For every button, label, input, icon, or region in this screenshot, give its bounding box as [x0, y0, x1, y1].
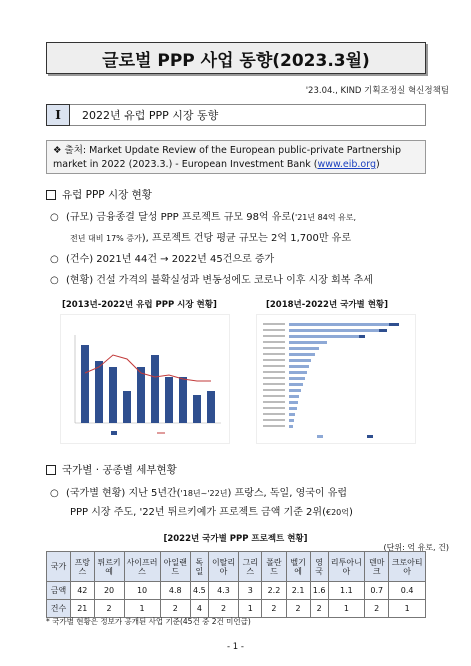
chart-europe-market: [60, 314, 230, 444]
table-cell: 20: [94, 582, 124, 600]
bullet-status-text: (현황) 건설 가격의 불확실성과 변동성에도 코로나 이후 시장 회복 추세: [66, 275, 373, 286]
table-cell: 1: [389, 600, 426, 618]
bullet-country-text2: ) 프랑스, 독일, 영국이 유럽: [227, 488, 348, 499]
table-cell: 2: [286, 600, 310, 618]
circle-bullet-icon: ○: [50, 275, 59, 286]
bullet-country-cont: [70, 503, 450, 522]
bullet-country-text4: ): [348, 507, 353, 518]
source-close: ): [376, 159, 380, 170]
source-line-1: ❖ 출처: Market Update Review of the European public-private Partnership: [53, 145, 401, 156]
country-heading-text: 국가별 · 공종별 세부현황: [62, 464, 177, 476]
chart-by-country: [256, 314, 416, 444]
table-cell: 1: [239, 600, 262, 618]
author-line: '23.04., KIND 기획조정실 혁신정책팀: [305, 86, 449, 96]
bullet-country-note2: €20억: [325, 508, 349, 517]
bullet-scale-note2: 전년 대비 17% 증가: [70, 234, 142, 243]
bullet-status: [50, 271, 450, 290]
bullet-scale-text: (규모) 금융종결 달성 PPP 프로젝트 규모 98억 유로(: [66, 212, 295, 223]
section-title: 2022년 유럽 PPP 시장 동향: [70, 104, 426, 126]
table-cell: 2: [365, 600, 389, 618]
table-caption: [2022년 국가별 PPP 프로젝트 현황]: [163, 534, 308, 544]
bullet-country: [50, 484, 430, 503]
bullet-country-note: '18년~'22년: [180, 489, 228, 498]
chart-left-caption: [2013년-2022년 유럽 PPP 시장 현황]: [62, 300, 217, 310]
table-cell: 21: [71, 600, 95, 618]
table-cell: 4.3: [208, 582, 238, 600]
table-header-cell: 프랑스: [71, 552, 95, 582]
table-unit: (단위: 억 유로, 건): [383, 543, 449, 552]
table-cell: 10: [124, 582, 160, 600]
table-cell: 2: [94, 600, 124, 618]
table-row: [47, 600, 426, 618]
chart-right-caption: [2018년-2022년 국가별 현황]: [266, 300, 389, 310]
market-heading-text: 유럽 PPP 시장 현황: [62, 189, 152, 201]
table-header-cell: 그리스: [239, 552, 262, 582]
table-header-cell: 튀르키예: [94, 552, 124, 582]
chart-europe-market-figure: [61, 315, 231, 445]
chart-by-country-figure: [257, 315, 417, 445]
table-cell: 건수: [47, 600, 71, 618]
table-cell: 3: [239, 582, 262, 600]
table-cell: 0.4: [389, 582, 426, 600]
market-heading: [46, 187, 152, 202]
table-header-cell: 리투아니아: [328, 552, 365, 582]
page-number: - 1 -: [227, 642, 244, 652]
table-cell: 2: [208, 600, 238, 618]
table-cell: 2: [310, 600, 328, 618]
table-cell: 2: [262, 600, 286, 618]
table-header-cell: 국가: [47, 552, 71, 582]
square-bullet-icon: [46, 465, 56, 475]
table-cell: 4.5: [190, 582, 208, 600]
table-header-cell: 이탈리아: [208, 552, 238, 582]
bullet-country-text: (국가별 현황) 지난 5년간(: [66, 488, 181, 499]
table-header-row: [47, 552, 426, 582]
table-cell: 4.8: [160, 582, 190, 600]
bullet-count-text: (건수) 2021년 44건 → 2022년 45건으로 증가: [66, 254, 275, 265]
bullet-count: [50, 250, 430, 269]
bullet-scale-note: '21년 84억 유로,: [295, 213, 357, 222]
table-cell: 1.6: [310, 582, 328, 600]
table-cell: 0.7: [365, 582, 389, 600]
table-header-cell: 벨기에: [286, 552, 310, 582]
table-header-cell: 덴마크: [365, 552, 389, 582]
table-header-cell: 폴란드: [262, 552, 286, 582]
table-cell: 2: [160, 600, 190, 618]
country-heading: [46, 462, 177, 477]
table-cell: 4: [190, 600, 208, 618]
country-table: [46, 551, 426, 618]
table-cell: 2.2: [262, 582, 286, 600]
circle-bullet-icon: ○: [50, 254, 59, 265]
bullet-scale-text2: ), 프로젝트 건당 평균 규모는 2억 1,700만 유로: [141, 233, 352, 244]
table-header-cell: 크로아티아: [389, 552, 426, 582]
bullet-scale-cont: [70, 229, 450, 248]
page-title: 글로벌 PPP 사업 동향(2023.3월): [46, 42, 426, 74]
bullet-country-text3: PPP 시장 주도, '22년 튀르키예가 프로젝트 금액 기준 2위(: [70, 507, 326, 518]
section-number: Ⅰ: [46, 104, 70, 126]
table-cell: 금액: [47, 582, 71, 600]
footnote: * 국가별 현황은 정보가 공개된 사업 기준(45건 중 2건 미언급): [46, 617, 251, 626]
circle-bullet-icon: ○: [50, 212, 59, 223]
table-cell: 2.1: [286, 582, 310, 600]
table-cell: 1.1: [328, 582, 365, 600]
table-cell: 1: [124, 600, 160, 618]
square-bullet-icon: [46, 190, 56, 200]
section-header: [46, 104, 426, 126]
source-link[interactable]: www.eib.org: [317, 159, 377, 170]
table-row: [47, 582, 426, 600]
table-cell: 1: [328, 600, 365, 618]
table-header-cell: 독일: [190, 552, 208, 582]
table-header-cell: 아일랜드: [160, 552, 190, 582]
table-header-cell: 사이프러스: [124, 552, 160, 582]
table-header-cell: 영국: [310, 552, 328, 582]
bullet-scale: [50, 208, 430, 227]
source-line-2: [53, 158, 419, 172]
circle-bullet-icon: ○: [50, 488, 59, 499]
source-text: market in 2022 (2023.3.) - European Investment Bank (: [53, 159, 318, 170]
table-cell: 42: [71, 582, 95, 600]
source-note: [46, 140, 426, 174]
